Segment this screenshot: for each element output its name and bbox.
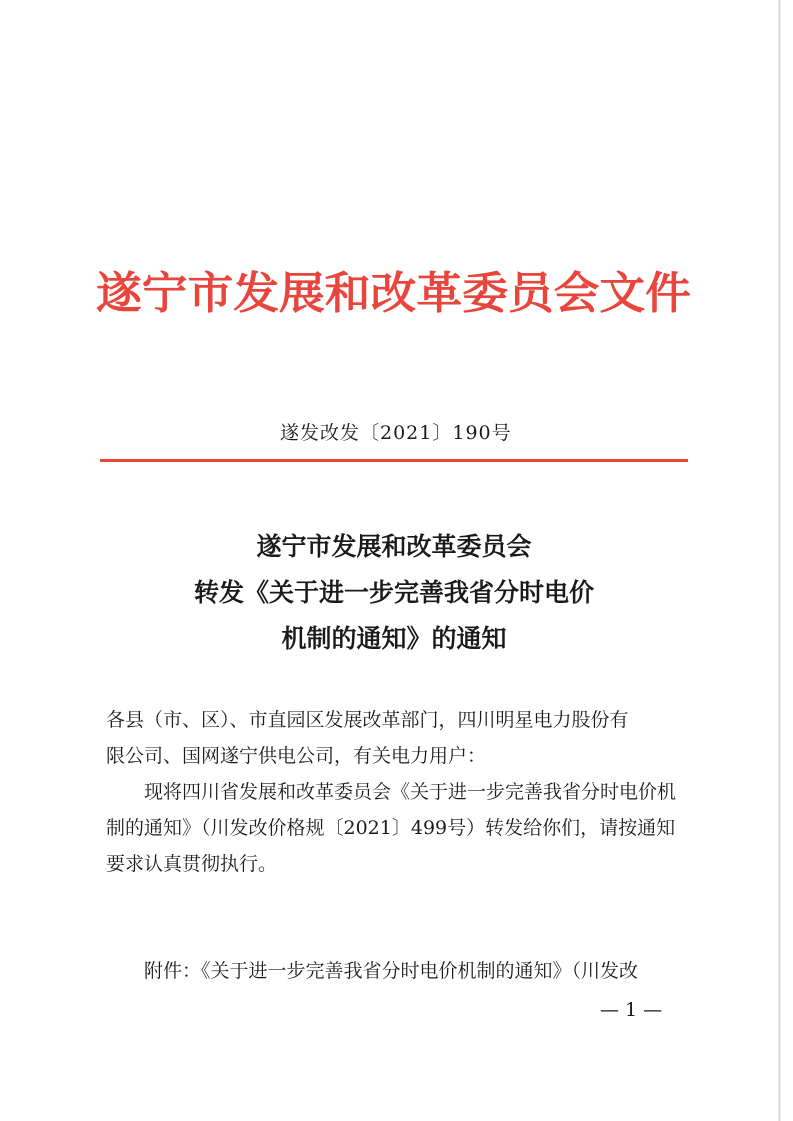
page-edge-shadow [778,0,781,1121]
addressee-line-2: 限公司、国网遂宁供电公司，有关电力用户： [106,745,487,767]
notice-title [100,524,688,662]
notice-body [106,702,686,882]
document-header-title: 遂宁市发展和改革委员会文件 [96,268,691,319]
attachment-line: 附件：《关于进一步完善我省分时电价机制的通知》（川发改 [144,960,639,982]
red-separator-line [100,459,688,462]
body-paragraph: 现将四川省发展和改革委员会《关于进一步完善我省分时电价机制的通知》（川发改价格规〔2021〕499号）转发给你们，请按通知要求认真贯彻执行。 [106,781,677,875]
notice-title-line-2: 转发《关于进一步完善我省分时电价 [193,578,594,607]
document-number: 遂发改发〔2021〕190号 [280,422,512,444]
page-number: — 1 — [600,999,663,1021]
addressee-line-1: 各县（市、区）、市直园区发展改革部门，四川明星电力股份有 [106,709,629,731]
notice-title-line-3: 机制的通知》的通知 [281,624,507,653]
notice-title-line-1: 遂宁市发展和改革委员会 [256,532,532,561]
